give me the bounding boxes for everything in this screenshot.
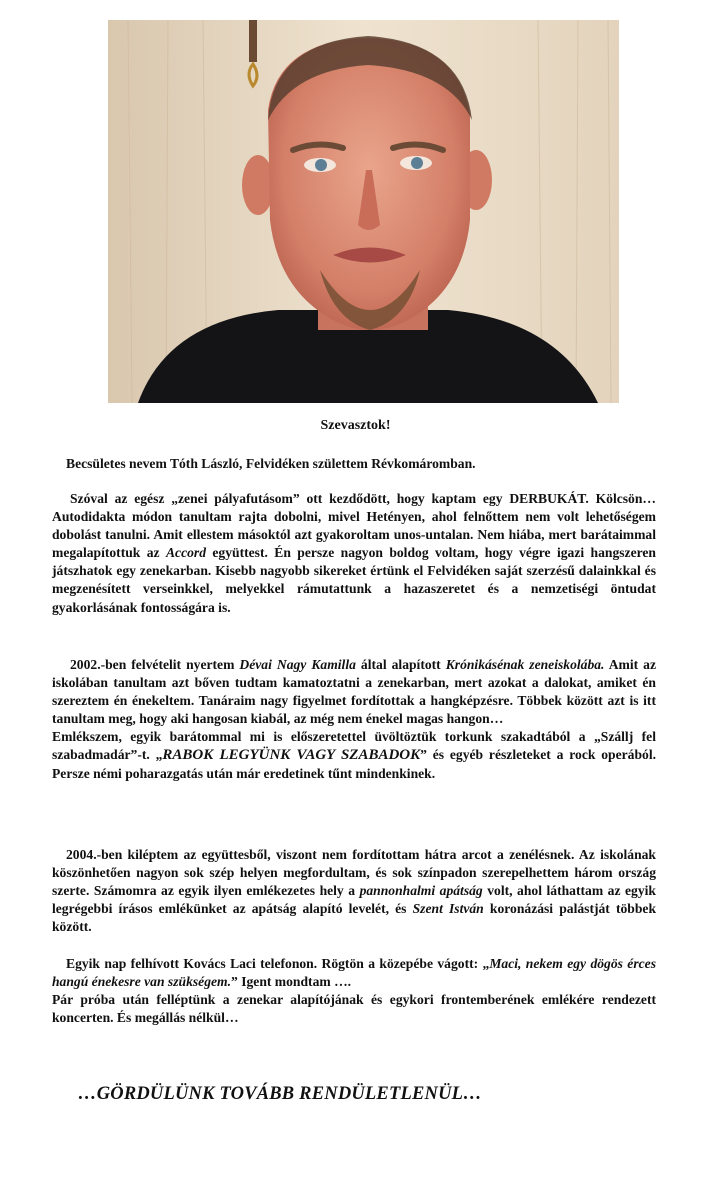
portrait-illustration (108, 20, 619, 403)
year2004-text-c: koronázási palástját többek között. (52, 901, 657, 935)
phone-quote: Maci, nekem egy dögös érces hangú énekesre van szükségem. (52, 956, 656, 990)
closing-line: …GÖRDÜLÜNK TOVÁBB RENDÜLETLENÜL… (78, 1084, 482, 1104)
intro-text: Becsületes nevem Tóth László, Felvidéken születtem Révkomáromban. (66, 456, 476, 471)
abbey-name: pannonhalmi apátság (359, 883, 483, 899)
phone-text-c: Pár próba után felléptünk a zenekar alapítójának és egykori frontemberének emlékére rendezett koncerten. És megállás nélkül… (52, 992, 656, 1026)
phone-text-b: ” Igent mondtam …. (231, 974, 352, 990)
band-name: Accord (165, 545, 206, 561)
greeting: Szevasztok! (320, 418, 391, 433)
career-start-text-a: Szóval az egész „zenei pályafutásom” ott kezdődött, hogy kaptam egy DERBUKÁT. Kölcsön… Autodidakta módon tanultam rajta dobolni, mivel Hetényen, ahol felnőttem nem volt lehetőségem dobolást tanulni. Amit ellestem másoktól azt gyakoroltam unos-untalan. Nem hiába, mert barátaimmal megalapítottuk az (52, 491, 656, 561)
year2004-text-a: 2004.-ben kiléptem az együttesből, viszont nem fordítottam hátra arcot a zenélésnek. Az iskolának köszönhetően nagyon sok szép helyen megfordultam, és sok színpadon szerepelhettem három ország szerte. Számomra az egyik ilyen emlékezetes hely a (52, 847, 656, 899)
school-text-e: ” és egyéb részleteket a rock operából. Persze némi poharazgatás után már eredetinek tűnt mindenkinek. (52, 747, 656, 781)
school-text-c: Amit az iskolában tanultam azt bőven tudtam kamatoztatni a zenekarban, mert azokat a dalokat, amiket én szereztem én énekeltem. Tanáraim nagy figyelmet fordítottak a hangképzésre. Többek között azt is itt tanultam meg, hogy aki hangosan kiabál, az még nem énekel magas hangon… (52, 657, 656, 727)
paragraph-school (52, 656, 656, 783)
paragraph-career-start (52, 490, 656, 617)
portrait-photo (108, 20, 619, 403)
teacher-name: Dévai Nagy Kamilla (239, 657, 356, 672)
year2004-text-b: volt, ahol láthattam az egyik legrégebbi írásos emlékünket az apátság alapító levelét, és (52, 883, 656, 917)
paragraph-intro (52, 455, 656, 473)
phone-text-a: Egyik nap felhívott Kovács Laci telefonon. Rögtön a közepébe vágott: „ (66, 956, 490, 971)
school-text-b: által alapított (355, 657, 446, 672)
school-text-d: Emlékszem, egyik barátommal mi is előszeretettel üvöltöztük torkunk szakadtából a „Szállj fel szabadmadár”-t. „ (52, 729, 656, 763)
rock-opera-quote: RABOK LEGYÜNK VAGY SZABADOK (162, 747, 421, 764)
school-text-a: 2002.-ben felvételit nyertem (70, 657, 240, 672)
career-start-text-b: együttest. Én persze nagyon boldog voltam, hogy végre igazi hangszeren játszhatok egy zenekarban. Kisebb nagyobb sikereket értünk el Felvidéken saját szerzésű dalainkkal és megzenésített verseinkkel, melyekkel rámutattunk a hazaszeretet és a nemzetiségi öntudat gyakorlásának fontosságára is. (52, 545, 656, 615)
paragraph-2004 (52, 846, 656, 936)
school-name: Krónikásénak zeneiskolába. (445, 657, 605, 672)
paragraph-phone-call (52, 955, 656, 1027)
saint-name: Szent István (412, 901, 484, 917)
